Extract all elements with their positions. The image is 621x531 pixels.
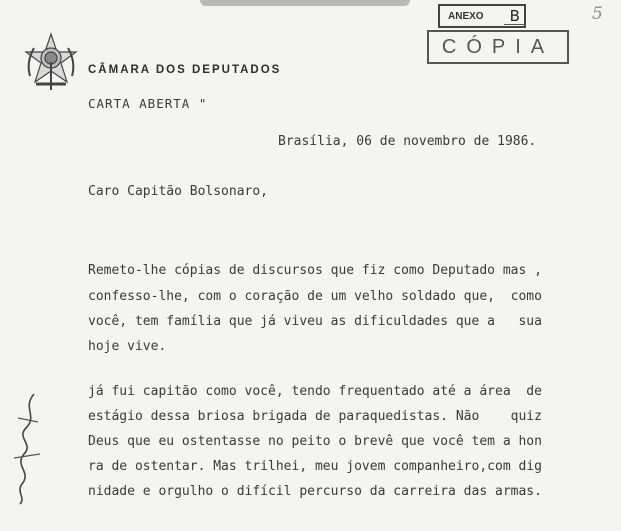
- handwritten-signature: [4, 388, 50, 506]
- copy-stamp: CÓPIA: [427, 30, 569, 64]
- page-number: 5: [592, 4, 603, 24]
- scan-smudge: [200, 0, 410, 6]
- body-line: estágio dessa briosa brigada de paraquedistas. Não quiz: [88, 409, 542, 424]
- annex-label: ANEXO: [448, 10, 484, 22]
- body-line: ra de ostentar. Mas trilhei, meu jovem companheiro,com dig: [88, 459, 542, 474]
- annex-value: B: [504, 8, 526, 25]
- body-line: Remeto-lhe cópias de discursos que fiz como Deputado mas ,: [88, 263, 542, 278]
- body-line: você, tem família que já viveu as dificuldades que a sua: [88, 314, 542, 329]
- body-line: nidade e orgulho o difícil percurso da carreira das armas.: [88, 484, 542, 499]
- body-line: confesso-lhe, com o coração de um velho soldado que, como: [88, 289, 542, 304]
- salutation: Caro Capitão Bolsonaro,: [88, 184, 269, 199]
- annex-stamp: [438, 4, 526, 28]
- org-name: CÂMARA DOS DEPUTADOS: [88, 64, 282, 76]
- coat-of-arms-icon: [22, 32, 80, 94]
- body-line: já fui capitão como você, tendo frequentado até a área de: [88, 384, 542, 399]
- body-line: hoje vive.: [88, 339, 167, 354]
- body-line: Deus que eu ostentasse no peito o brevê que você tem a hon: [88, 434, 542, 449]
- dateline: Brasília, 06 de novembro de 1986.: [278, 134, 537, 149]
- letter-heading: CARTA ABERTA ": [88, 96, 208, 111]
